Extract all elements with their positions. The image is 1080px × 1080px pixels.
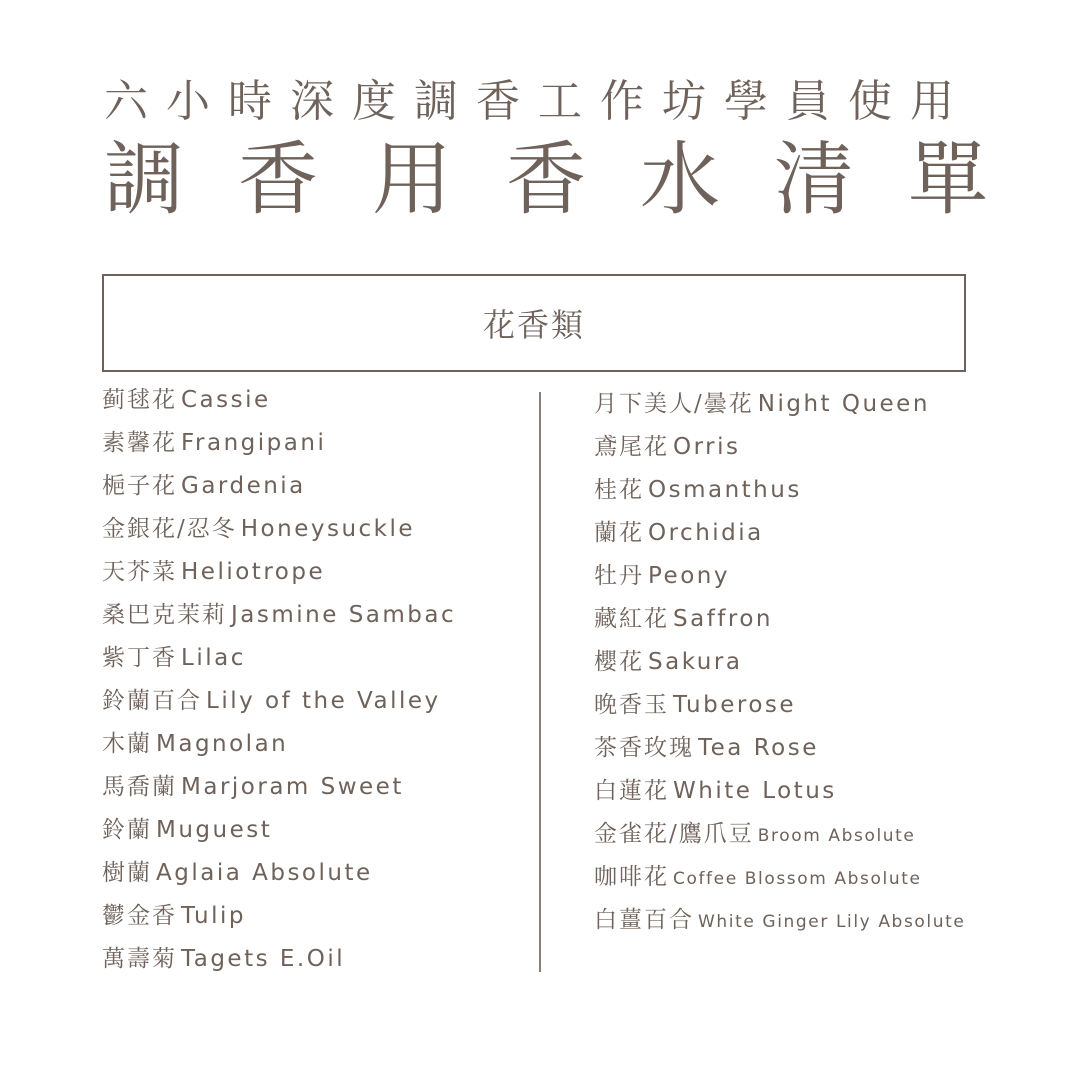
item-english-name: Gardenia bbox=[181, 473, 306, 499]
item-english-name: Osmanthus bbox=[648, 477, 802, 503]
item-chinese-name: 茶香玫瑰 bbox=[594, 735, 694, 761]
list-item bbox=[594, 555, 1064, 598]
list-item bbox=[102, 852, 532, 895]
item-english-name: Cassie bbox=[181, 387, 271, 413]
item-english-name: Broom Absolute bbox=[757, 826, 916, 846]
item-chinese-name: 蓟毬花 bbox=[102, 387, 177, 413]
item-chinese-name: 紫丁香 bbox=[102, 645, 177, 671]
item-english-name: Honeysuckle bbox=[240, 516, 416, 542]
page-title: 調香用香水清單 bbox=[104, 133, 1042, 226]
item-chinese-name: 素馨花 bbox=[102, 430, 177, 456]
list-item bbox=[102, 895, 532, 938]
list-item bbox=[102, 422, 532, 465]
item-chinese-name: 金銀花/忍冬 bbox=[102, 516, 237, 542]
item-english-name: Tagets E.Oil bbox=[181, 946, 346, 972]
item-english-name: Tea Rose bbox=[698, 735, 819, 761]
item-english-name: Muguest bbox=[156, 817, 273, 843]
item-chinese-name: 鳶尾花 bbox=[594, 434, 669, 460]
list-item bbox=[102, 379, 532, 422]
item-chinese-name: 鈴蘭 bbox=[102, 817, 152, 843]
category-label: 花香類 bbox=[482, 306, 585, 344]
list-item bbox=[594, 684, 1064, 727]
list-item bbox=[102, 723, 532, 766]
item-chinese-name: 鬱金香 bbox=[102, 903, 177, 929]
item-chinese-name: 天芥菜 bbox=[102, 559, 177, 585]
item-english-name: Saffron bbox=[673, 606, 773, 632]
workshop-subtitle: 六小時深度調香工作坊學員使用 bbox=[104, 76, 972, 127]
list-item bbox=[594, 727, 1064, 770]
list-item bbox=[102, 766, 532, 809]
item-english-name: Frangipani bbox=[181, 430, 327, 456]
list-item bbox=[102, 938, 532, 981]
item-english-name: Aglaia Absolute bbox=[156, 860, 373, 886]
right-perfume-list bbox=[594, 383, 1064, 942]
item-chinese-name: 月下美人/曇花 bbox=[594, 391, 754, 417]
category-header-box bbox=[102, 274, 966, 372]
item-chinese-name: 櫻花 bbox=[594, 649, 644, 675]
list-item bbox=[594, 383, 1064, 426]
list-item bbox=[594, 469, 1064, 512]
list-item bbox=[594, 426, 1064, 469]
list-item bbox=[594, 598, 1064, 641]
item-english-name: White Ginger Lily Absolute bbox=[698, 912, 966, 932]
item-english-name: Marjoram Sweet bbox=[181, 774, 404, 800]
item-english-name: Coffee Blossom Absolute bbox=[673, 869, 922, 889]
list-item bbox=[594, 813, 1064, 856]
item-english-name: Lily of the Valley bbox=[206, 688, 441, 714]
item-chinese-name: 樹蘭 bbox=[102, 860, 152, 886]
item-english-name: Tulip bbox=[181, 903, 247, 929]
item-english-name: White Lotus bbox=[673, 778, 837, 804]
list-item bbox=[594, 899, 1064, 942]
item-english-name: Sakura bbox=[648, 649, 743, 675]
item-chinese-name: 金雀花/鷹爪豆 bbox=[594, 821, 754, 847]
item-english-name: Night Queen bbox=[757, 391, 930, 417]
item-english-name: Lilac bbox=[181, 645, 246, 671]
item-chinese-name: 萬壽菊 bbox=[102, 946, 177, 972]
item-chinese-name: 藏紅花 bbox=[594, 606, 669, 632]
list-item bbox=[102, 594, 532, 637]
item-chinese-name: 蘭花 bbox=[594, 520, 644, 546]
left-perfume-list bbox=[102, 379, 532, 981]
item-english-name: Magnolan bbox=[156, 731, 289, 757]
item-chinese-name: 梔子花 bbox=[102, 473, 177, 499]
list-item bbox=[102, 551, 532, 594]
item-chinese-name: 白蓮花 bbox=[594, 778, 669, 804]
item-chinese-name: 鈴蘭百合 bbox=[102, 688, 202, 714]
list-item bbox=[102, 465, 532, 508]
list-item bbox=[102, 680, 532, 723]
list-item bbox=[594, 512, 1064, 555]
item-english-name: Tuberose bbox=[673, 692, 797, 718]
item-english-name: Orris bbox=[673, 434, 741, 460]
item-chinese-name: 晚香玉 bbox=[594, 692, 669, 718]
column-divider bbox=[539, 392, 541, 972]
item-chinese-name: 牡丹 bbox=[594, 563, 644, 589]
item-chinese-name: 木蘭 bbox=[102, 731, 152, 757]
item-chinese-name: 桂花 bbox=[594, 477, 644, 503]
list-item bbox=[594, 770, 1064, 813]
item-english-name: Peony bbox=[648, 563, 730, 589]
item-chinese-name: 桑巴克茉莉 bbox=[102, 602, 227, 628]
item-chinese-name: 白薑百合 bbox=[594, 907, 694, 933]
list-item bbox=[102, 637, 532, 680]
item-chinese-name: 馬喬蘭 bbox=[102, 774, 177, 800]
list-item bbox=[102, 809, 532, 852]
item-english-name: Orchidia bbox=[648, 520, 764, 546]
list-item bbox=[594, 641, 1064, 684]
item-chinese-name: 咖啡花 bbox=[594, 864, 669, 890]
list-item bbox=[102, 508, 532, 551]
list-item bbox=[594, 856, 1064, 899]
item-english-name: Heliotrope bbox=[181, 559, 326, 585]
item-english-name: Jasmine Sambac bbox=[231, 602, 457, 628]
